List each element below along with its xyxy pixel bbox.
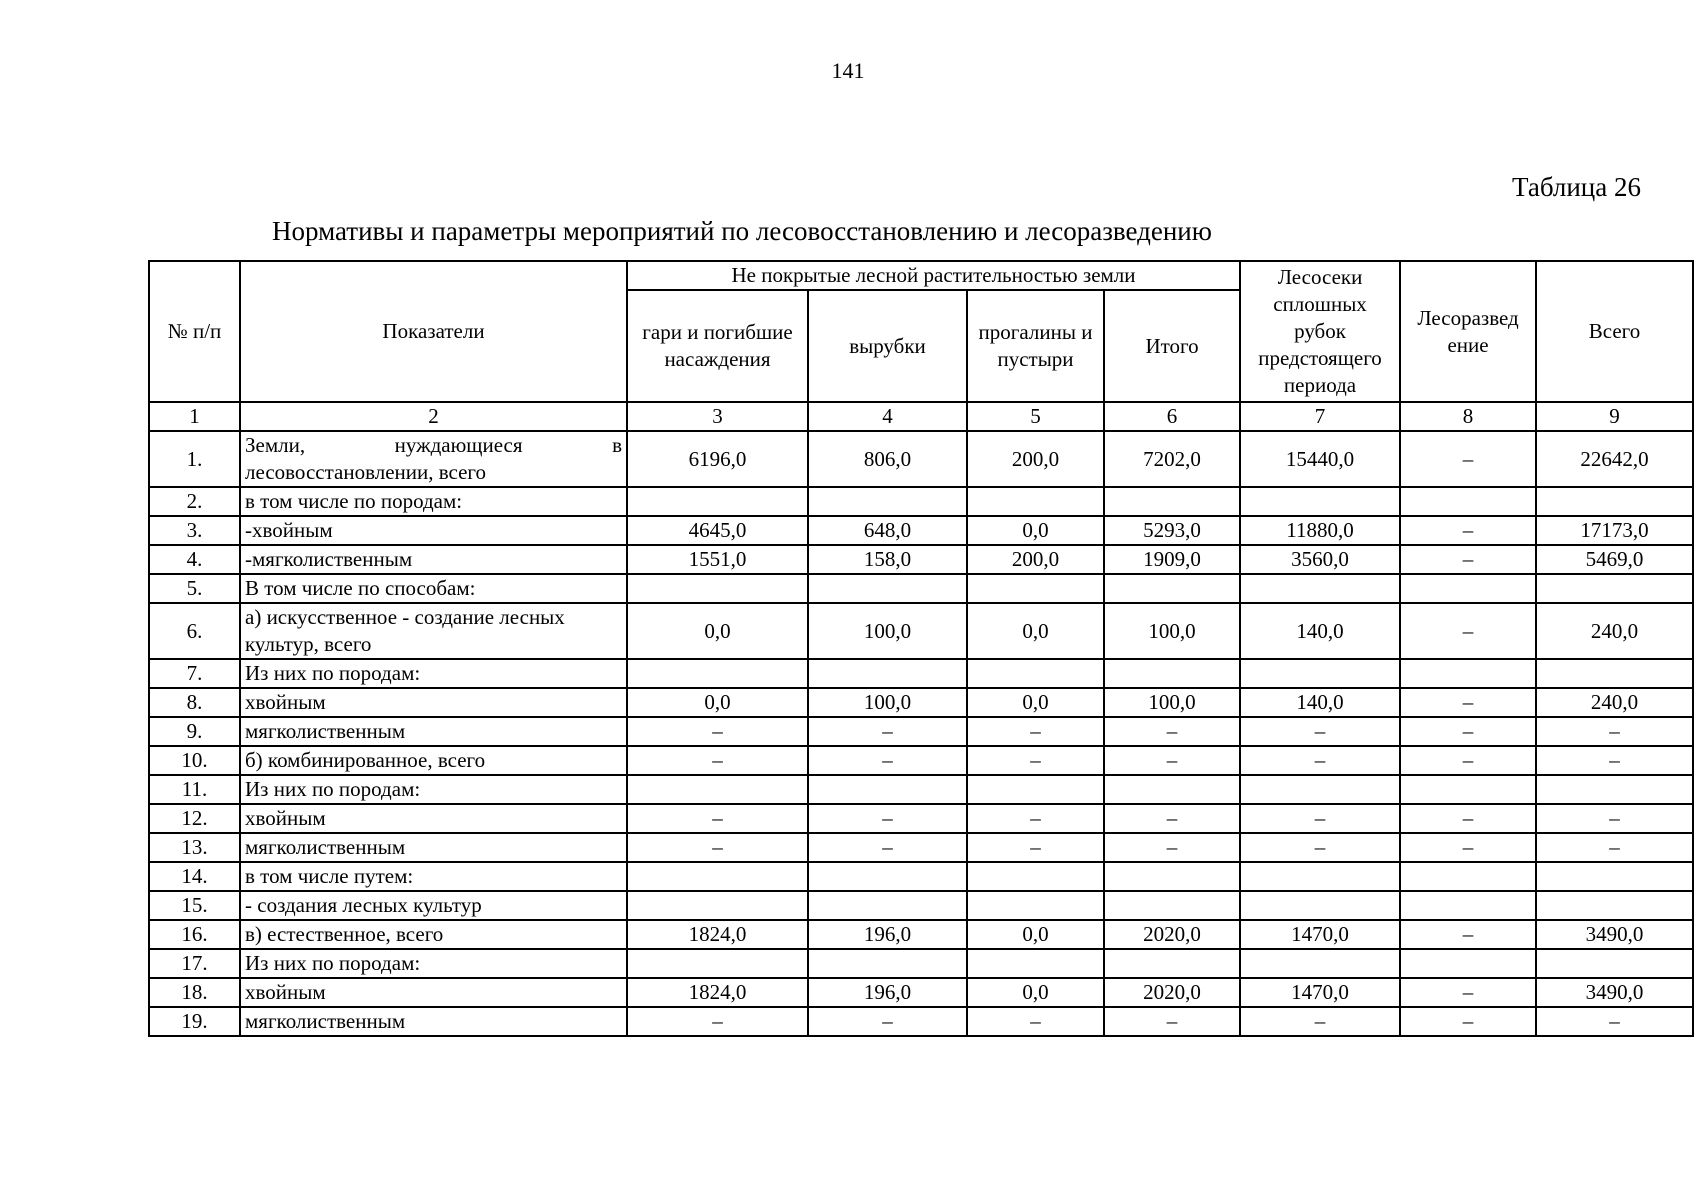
table-row bbox=[149, 516, 1693, 545]
table-row bbox=[149, 862, 1693, 891]
row-value: – bbox=[967, 746, 1104, 775]
row-value: – bbox=[1400, 1007, 1536, 1036]
row-value: – bbox=[1400, 746, 1536, 775]
row-value: 140,0 bbox=[1240, 603, 1400, 659]
row-indicator: Из них по породам: bbox=[240, 775, 627, 804]
row-value: – bbox=[967, 833, 1104, 862]
row-value: 22642,0 bbox=[1536, 431, 1693, 487]
row-value: 1470,0 bbox=[1240, 920, 1400, 949]
row-value: 158,0 bbox=[808, 545, 967, 574]
table-body bbox=[149, 431, 1693, 1036]
row-value bbox=[1104, 862, 1240, 891]
row-value bbox=[1240, 891, 1400, 920]
norms-table bbox=[148, 260, 1694, 1037]
row-indicator-line: лесовосстановлении, всего bbox=[245, 460, 487, 484]
row-indicator: мягколиственным bbox=[240, 833, 627, 862]
header-afforestation: Лесоразвед ение bbox=[1400, 261, 1536, 402]
row-indicator: - создания лесных культур bbox=[240, 891, 627, 920]
row-value: – bbox=[1400, 545, 1536, 574]
row-value: 7202,0 bbox=[1104, 431, 1240, 487]
column-number: 2 bbox=[240, 402, 627, 431]
row-number: 11. bbox=[149, 775, 240, 804]
row-value: – bbox=[1240, 804, 1400, 833]
row-value: – bbox=[967, 717, 1104, 746]
row-value bbox=[808, 487, 967, 516]
row-value: – bbox=[1104, 804, 1240, 833]
row-value: – bbox=[1400, 833, 1536, 862]
row-value bbox=[967, 659, 1104, 688]
header-cutting-areas: Лесосеки сплошных рубок предстоящего периода bbox=[1240, 261, 1400, 402]
row-value bbox=[627, 891, 808, 920]
row-number: 7. bbox=[149, 659, 240, 688]
row-value: 6196,0 bbox=[627, 431, 808, 487]
column-number: 7 bbox=[1240, 402, 1400, 431]
header-not-covered: Не покрытые лесной растительностью земли bbox=[627, 261, 1240, 290]
row-value: 4645,0 bbox=[627, 516, 808, 545]
row-value bbox=[808, 775, 967, 804]
row-value: 1824,0 bbox=[627, 978, 808, 1007]
row-value bbox=[627, 862, 808, 891]
row-value: – bbox=[1104, 1007, 1240, 1036]
column-number: 8 bbox=[1400, 402, 1536, 431]
header-glades: прогалины и пустыри bbox=[967, 290, 1104, 402]
row-number: 4. bbox=[149, 545, 240, 574]
table-row bbox=[149, 978, 1693, 1007]
row-value: 0,0 bbox=[967, 603, 1104, 659]
row-value: – bbox=[967, 1007, 1104, 1036]
row-value: 100,0 bbox=[808, 688, 967, 717]
row-value bbox=[1400, 775, 1536, 804]
column-number: 6 bbox=[1104, 402, 1240, 431]
row-indicator-line: а) искусственное - создание лесных bbox=[245, 605, 565, 629]
row-indicator: Из них по породам: bbox=[240, 659, 627, 688]
row-indicator: в) естественное, всего bbox=[240, 920, 627, 949]
row-indicator bbox=[240, 603, 627, 659]
row-value bbox=[1536, 659, 1693, 688]
row-value: 5469,0 bbox=[1536, 545, 1693, 574]
row-value bbox=[1104, 949, 1240, 978]
row-value bbox=[1240, 487, 1400, 516]
row-value bbox=[1536, 949, 1693, 978]
header-clearings: вырубки bbox=[808, 290, 967, 402]
row-value bbox=[808, 659, 967, 688]
row-value: – bbox=[967, 804, 1104, 833]
row-value bbox=[1104, 659, 1240, 688]
row-value: – bbox=[1400, 688, 1536, 717]
row-value bbox=[627, 949, 808, 978]
table-row bbox=[149, 431, 1693, 487]
row-value bbox=[808, 949, 967, 978]
column-number: 5 bbox=[967, 402, 1104, 431]
row-number: 9. bbox=[149, 717, 240, 746]
table-row bbox=[149, 746, 1693, 775]
row-value bbox=[1240, 574, 1400, 603]
row-value bbox=[967, 862, 1104, 891]
header-total: Итого bbox=[1104, 290, 1240, 402]
row-value: 100,0 bbox=[1104, 688, 1240, 717]
row-indicator: хвойным bbox=[240, 804, 627, 833]
row-value bbox=[1104, 487, 1240, 516]
row-value: 0,0 bbox=[967, 978, 1104, 1007]
row-value: – bbox=[808, 717, 967, 746]
row-number: 12. bbox=[149, 804, 240, 833]
row-indicator: мягколиственным bbox=[240, 717, 627, 746]
row-value: 240,0 bbox=[1536, 688, 1693, 717]
row-value: – bbox=[808, 833, 967, 862]
row-value bbox=[1400, 949, 1536, 978]
row-value bbox=[808, 862, 967, 891]
row-value: 1470,0 bbox=[1240, 978, 1400, 1007]
row-value bbox=[1104, 891, 1240, 920]
row-indicator: -мягколиственным bbox=[240, 545, 627, 574]
row-value: – bbox=[1240, 833, 1400, 862]
row-indicator: Из них по породам: bbox=[240, 949, 627, 978]
row-value: 0,0 bbox=[967, 516, 1104, 545]
row-value: 200,0 bbox=[967, 545, 1104, 574]
row-value: – bbox=[1104, 746, 1240, 775]
row-value: – bbox=[1400, 978, 1536, 1007]
row-value: 2020,0 bbox=[1104, 978, 1240, 1007]
row-value: 17173,0 bbox=[1536, 516, 1693, 545]
row-value bbox=[1536, 862, 1693, 891]
row-value: 0,0 bbox=[627, 688, 808, 717]
row-number: 2. bbox=[149, 487, 240, 516]
table-row bbox=[149, 688, 1693, 717]
row-value: – bbox=[627, 1007, 808, 1036]
row-value: 15440,0 bbox=[1240, 431, 1400, 487]
row-value: 0,0 bbox=[627, 603, 808, 659]
row-value bbox=[1400, 574, 1536, 603]
row-number: 17. bbox=[149, 949, 240, 978]
row-value: – bbox=[627, 833, 808, 862]
table-row bbox=[149, 1007, 1693, 1036]
row-value bbox=[1400, 659, 1536, 688]
column-number: 1 bbox=[149, 402, 240, 431]
row-number: 18. bbox=[149, 978, 240, 1007]
row-value: – bbox=[1536, 746, 1693, 775]
row-value: 2020,0 bbox=[1104, 920, 1240, 949]
header-indicator: Показатели bbox=[240, 261, 627, 402]
row-value bbox=[1400, 891, 1536, 920]
row-value: – bbox=[1536, 833, 1693, 862]
row-value: 3490,0 bbox=[1536, 978, 1693, 1007]
row-value: – bbox=[1536, 717, 1693, 746]
row-value bbox=[808, 574, 967, 603]
row-value: 196,0 bbox=[808, 920, 967, 949]
table-row bbox=[149, 775, 1693, 804]
row-indicator: В том числе по способам: bbox=[240, 574, 627, 603]
table-row bbox=[149, 717, 1693, 746]
row-value: 648,0 bbox=[808, 516, 967, 545]
row-value bbox=[967, 891, 1104, 920]
table-row bbox=[149, 804, 1693, 833]
row-value bbox=[967, 775, 1104, 804]
header-num: № п/п bbox=[149, 261, 240, 402]
row-value: – bbox=[1104, 717, 1240, 746]
row-value: – bbox=[1400, 920, 1536, 949]
row-indicator: хвойным bbox=[240, 978, 627, 1007]
row-value bbox=[1536, 574, 1693, 603]
row-indicator-line: культур, всего bbox=[245, 632, 372, 656]
row-value: 3560,0 bbox=[1240, 545, 1400, 574]
row-value: – bbox=[1400, 804, 1536, 833]
row-value: – bbox=[1400, 516, 1536, 545]
row-number: 5. bbox=[149, 574, 240, 603]
row-value bbox=[1240, 659, 1400, 688]
row-value: – bbox=[808, 1007, 967, 1036]
row-value: – bbox=[1536, 804, 1693, 833]
row-value: – bbox=[1240, 1007, 1400, 1036]
row-value bbox=[1400, 862, 1536, 891]
table-row bbox=[149, 891, 1693, 920]
table-row bbox=[149, 659, 1693, 688]
row-value bbox=[1400, 487, 1536, 516]
row-value: 5293,0 bbox=[1104, 516, 1240, 545]
table-row bbox=[149, 545, 1693, 574]
table-row bbox=[149, 920, 1693, 949]
row-indicator: б) комбинированное, всего bbox=[240, 746, 627, 775]
row-value: 806,0 bbox=[808, 431, 967, 487]
row-value: – bbox=[808, 804, 967, 833]
row-value: 1824,0 bbox=[627, 920, 808, 949]
row-value: – bbox=[627, 746, 808, 775]
row-number: 1. bbox=[149, 431, 240, 487]
row-value bbox=[1240, 949, 1400, 978]
row-value: – bbox=[1400, 431, 1536, 487]
row-value bbox=[1240, 775, 1400, 804]
row-value: – bbox=[1400, 603, 1536, 659]
row-indicator-line: Земли, нуждающиеся в bbox=[245, 433, 622, 457]
row-indicator: мягколиственным bbox=[240, 1007, 627, 1036]
table-row bbox=[149, 949, 1693, 978]
row-value bbox=[627, 775, 808, 804]
row-value: – bbox=[1104, 833, 1240, 862]
column-number: 9 bbox=[1536, 402, 1693, 431]
row-value: – bbox=[627, 717, 808, 746]
table-row bbox=[149, 833, 1693, 862]
row-value bbox=[808, 891, 967, 920]
row-value: 140,0 bbox=[1240, 688, 1400, 717]
column-number-row bbox=[149, 402, 1693, 431]
row-value: 196,0 bbox=[808, 978, 967, 1007]
row-number: 15. bbox=[149, 891, 240, 920]
column-number: 4 bbox=[808, 402, 967, 431]
row-value bbox=[627, 487, 808, 516]
row-indicator bbox=[240, 431, 627, 487]
table-row bbox=[149, 603, 1693, 659]
table-label: Таблица 26 bbox=[1512, 172, 1641, 202]
row-value: 11880,0 bbox=[1240, 516, 1400, 545]
header-burned: гари и погибшие насаждения bbox=[627, 290, 808, 402]
row-indicator: -хвойным bbox=[240, 516, 627, 545]
row-value bbox=[967, 574, 1104, 603]
row-value bbox=[1536, 487, 1693, 516]
doc-title: Нормативы и параметры мероприятий по лесовосстановлению и лесоразведению bbox=[272, 216, 1212, 246]
row-value: – bbox=[1240, 746, 1400, 775]
row-number: 14. bbox=[149, 862, 240, 891]
row-value: 0,0 bbox=[967, 688, 1104, 717]
row-number: 6. bbox=[149, 603, 240, 659]
row-value: – bbox=[808, 746, 967, 775]
page-number: 141 bbox=[831, 58, 865, 83]
row-value: 240,0 bbox=[1536, 603, 1693, 659]
row-number: 3. bbox=[149, 516, 240, 545]
row-value bbox=[627, 659, 808, 688]
row-number: 16. bbox=[149, 920, 240, 949]
column-number: 3 bbox=[627, 402, 808, 431]
row-number: 10. bbox=[149, 746, 240, 775]
row-number: 19. bbox=[149, 1007, 240, 1036]
row-value: 100,0 bbox=[808, 603, 967, 659]
row-value: 1909,0 bbox=[1104, 545, 1240, 574]
row-value: – bbox=[1536, 1007, 1693, 1036]
row-indicator: хвойным bbox=[240, 688, 627, 717]
table-row bbox=[149, 487, 1693, 516]
row-value: 100,0 bbox=[1104, 603, 1240, 659]
row-value bbox=[627, 574, 808, 603]
row-number: 8. bbox=[149, 688, 240, 717]
row-value: 200,0 bbox=[967, 431, 1104, 487]
row-value bbox=[1104, 574, 1240, 603]
row-value: – bbox=[1240, 717, 1400, 746]
table-row bbox=[149, 574, 1693, 603]
row-indicator: в том числе по породам: bbox=[240, 487, 627, 516]
header-all: Всего bbox=[1536, 261, 1693, 402]
row-value: – bbox=[1400, 717, 1536, 746]
row-value bbox=[967, 949, 1104, 978]
row-value bbox=[967, 487, 1104, 516]
row-value bbox=[1104, 775, 1240, 804]
row-value: – bbox=[627, 804, 808, 833]
row-number: 13. bbox=[149, 833, 240, 862]
row-value bbox=[1240, 862, 1400, 891]
row-value bbox=[1536, 891, 1693, 920]
row-indicator: в том числе путем: bbox=[240, 862, 627, 891]
row-value: 0,0 bbox=[967, 920, 1104, 949]
row-value: 3490,0 bbox=[1536, 920, 1693, 949]
row-value: 1551,0 bbox=[627, 545, 808, 574]
row-value bbox=[1536, 775, 1693, 804]
